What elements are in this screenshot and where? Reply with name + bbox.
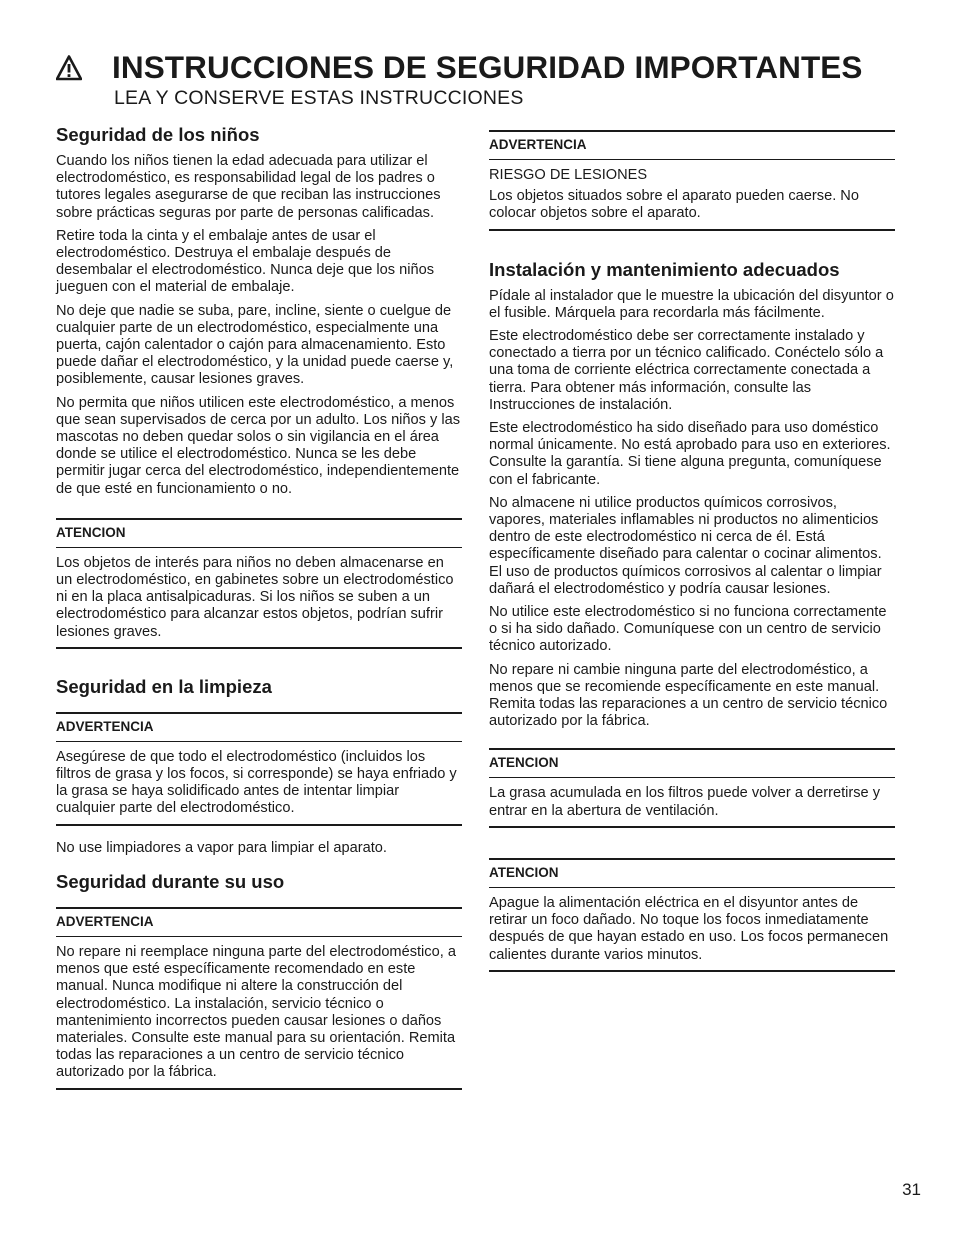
warning-text: No repare ni reemplace ninguna parte del electrodoméstico, a menos que esté específicamente recomendado en este manual. Nunca modifique ni altere la construcción del electrodoméstico. La instalación, servicio técnico o mantenimiento incorrectos pueden causar lesiones o daños materiales. Consulte este manual para su orientación. Remita todas las reparaciones a un centro de servicio técnico autorizado por la fábrica.	[56, 943, 456, 1081]
caution-text: Apague la alimentación eléctrica en el disyuntor antes de retirar un foco dañado. No toque los focos inmediatamente después de que hayan estado en uso. Los focos permanecen calientes durante varios minutos.	[489, 894, 889, 963]
caution-box	[489, 748, 895, 827]
paragraph: Pídale al instalador que le muestre la ubicación del disyuntor o el fusible. Márquela para recordarla más fácilmente.	[489, 287, 894, 321]
paragraph: Cuando los niños tienen la edad adecuada para utilizar el electrodoméstico, es responsabilidad legal de los padres o tutores legales asegurarse de que reciban las instrucciones sobre prácticas seguras por parte de personas calificadas.	[56, 153, 441, 221]
warning-box	[56, 907, 462, 1090]
page-number: 31	[902, 1180, 921, 1199]
warning-triangle-icon	[56, 55, 82, 81]
caution-text: La grasa acumulada en los filtros puede volver a derretirse y entrar en la abertura de ventilación.	[489, 785, 880, 819]
caution-box	[56, 518, 462, 649]
warning-text: Asegúrese de que todo el electrodoméstico (incluidos los filtros de grasa y los focos, si corresponde) se haya enfriado y la grasa se haya solidificado antes de intentar limpiar cualquier parte del electrodoméstico.	[56, 748, 457, 817]
section-heading: Seguridad de los niños	[56, 124, 260, 145]
paragraph: No deje que nadie se suba, pare, incline, siente o cuelgue de cualquier parte de un electrodoméstico, especialmente una puerta, cajón calentador o cajón para almacenamiento. Esto puede dañar el electrodoméstico, y la unidad puede caerse y, posiblemente, causar lesiones graves.	[56, 302, 454, 388]
right-column	[489, 130, 895, 990]
caution-label: ATENCION	[489, 860, 895, 888]
caution-text: Los objetos de interés para niños no deben almacenarse en un electrodoméstico, en gabinetes sobre un electrodoméstico ni en la placa antisalpicaduras. Si los niños se suben a un electrodoméstico para alcanzar estos objetos, podrían sufrir lesiones graves.	[56, 554, 454, 640]
warning-label: ADVERTENCIA	[489, 132, 895, 160]
warning-label: ADVERTENCIA	[56, 909, 462, 937]
title-row	[56, 50, 916, 84]
section-limpieza	[56, 676, 462, 857]
page-header	[56, 50, 916, 110]
section-heading: Seguridad en la limpieza	[56, 675, 272, 697]
section-uso	[56, 871, 462, 1090]
caution-label: ATENCION	[489, 750, 895, 778]
paragraph: No repare ni cambie ninguna parte del electrodoméstico, a menos que se recomiende específicamente en este manual. Remita todas las reparaciones a un centro de servicio técnico autorizado por la fábrica.	[489, 661, 888, 730]
warning-text: Los objetos situados sobre el aparato pueden caerse. No colocar objetos sobre el aparato.	[489, 188, 859, 222]
caution-label: ATENCION	[56, 520, 462, 548]
paragraph: Este electrodoméstico ha sido diseñado para uso doméstico normal únicamente. No está aprobado para uso en exteriores. Consulte la garantía. Si tiene alguna pregunta, comuníquese con el fabricante.	[489, 420, 891, 488]
paragraph: No use limpiadores a vapor para limpiar el aparato.	[56, 839, 387, 856]
section-heading: Seguridad durante su uso	[56, 870, 285, 892]
section-ninos	[56, 124, 462, 649]
section-instalacion	[489, 259, 895, 731]
section-heading: Instalación y mantenimiento adecuados	[489, 258, 840, 280]
risk-label: RIESGO DE LESIONES	[489, 167, 648, 183]
warning-box	[56, 712, 462, 826]
caution-box	[489, 858, 895, 972]
paragraph: No utilice este electrodoméstico si no funciona correctamente o si ha sido dañado. Comuníquese con un centro de servicio técnico autorizado.	[489, 604, 887, 655]
paragraph: No almacene ni utilice productos químicos corrosivos, vapores, materiales inflamables ni productos no alimenticios dentro de este electrodoméstico ni cerca de él. Está específicamente diseñado para calentar o cocinar alimentos. El uso de productos químicos corrosivos al calentar o limpiar dañará el electrodoméstico y podría causar lesiones.	[489, 494, 882, 597]
warning-box	[489, 130, 895, 231]
paragraph: Este electrodoméstico debe ser correctamente instalado y conectado a tierra por un técnico calificado. Conéctelo sólo a una toma de corriente eléctrica correctamente conectada a tierra. Para obtener más información, consulte las Instrucciones de instalación.	[489, 328, 884, 413]
warning-label: ADVERTENCIA	[56, 714, 462, 742]
paragraph: No permita que niños utilicen este electrodoméstico, a menos que sean supervisados de cerca por un adulto. Los niños y las mascotas no deben quedar solos o sin vigilancia en el área donde se utilice el electrodoméstico. Nunca se les debe permitir jugar cerca del electrodoméstico, independientemente de que esté en funcionamiento o no.	[56, 394, 461, 497]
page-title: INSTRUCCIONES DE SEGURIDAD IMPORTANTES	[112, 49, 863, 85]
page-subtitle: LEA Y CONSERVE ESTAS INSTRUCCIONES	[114, 87, 524, 109]
paragraph: Retire toda la cinta y el embalaje antes de usar el electrodoméstico. Destruya el embalaje después de desembalar el electrodoméstico. Nunca deje que los niños jueguen con el material de embalaje.	[56, 227, 435, 296]
left-column	[56, 124, 462, 1108]
